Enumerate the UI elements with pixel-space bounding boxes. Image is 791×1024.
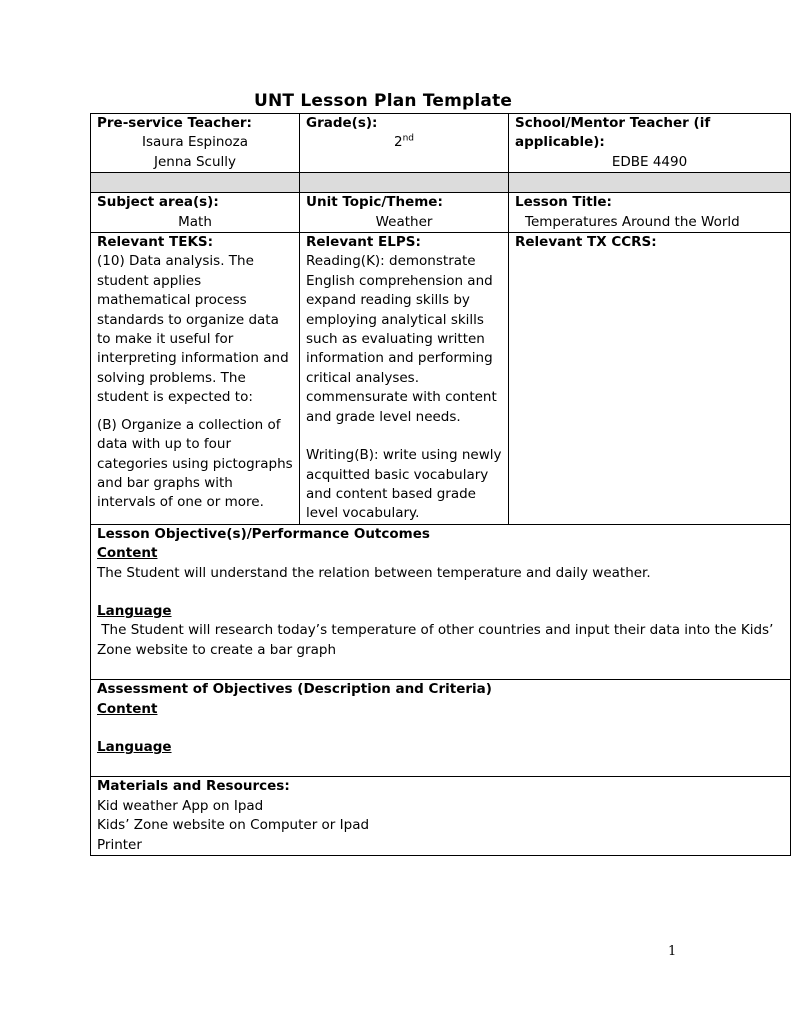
lesson-title-label: Lesson Title: (515, 194, 612, 211)
lesson-title-value: Temperatures Around the World (525, 213, 740, 230)
teacher-name: Isaura Espinoza (141, 134, 249, 151)
teacher-name: Jenna Scully (153, 153, 236, 170)
grade-label: Grade(s): (306, 115, 378, 131)
materials-item: Kids’ Zone website on Computer or Ipad (97, 817, 370, 834)
paragraph-gap (97, 660, 784, 679)
materials-row (91, 777, 791, 856)
spacer-cell (509, 173, 791, 192)
grade-value (306, 133, 502, 152)
paragraph-gap (97, 513, 293, 519)
unit-label: Unit Topic/Theme: (306, 194, 443, 211)
shaded-spacer-row (91, 173, 791, 193)
subject-value: Math (178, 213, 212, 230)
teks-paragraph: (10) Data analysis. The student applies mathematical process standards to organize data to make it useful for interpreting information and solving problems. The student is expected to: (97, 253, 289, 406)
paragraph-gap (97, 719, 784, 738)
teks-label: Relevant TEKS: (97, 234, 214, 251)
materials-item: Printer (97, 836, 142, 853)
teks-paragraph: (B) Organize a collection of data with up to four categories using pictographs and bar graphs with intervals of one or more. (97, 416, 293, 511)
paragraph-gap (306, 427, 502, 446)
teacher-cell (91, 114, 300, 172)
objectives-content-label: Content (97, 545, 158, 562)
objectives-row (91, 525, 791, 680)
paragraph-gap (97, 408, 293, 416)
assessment-content-label: Content (97, 700, 158, 717)
assessment-label: Assessment of Objectives (Description and Criteria) (97, 681, 492, 698)
header-row (91, 114, 791, 173)
materials-cell (91, 777, 791, 855)
elps-cell (300, 233, 509, 524)
paragraph-gap (97, 583, 784, 602)
objectives-label: Lesson Objective(s)/Performance Outcomes (97, 525, 430, 542)
objectives-content-text: The Student will understand the relation between temperature and daily weather. (97, 564, 651, 581)
page-number: 1 (668, 944, 677, 959)
lesson-plan-table (90, 113, 791, 856)
spacer-cell (300, 173, 509, 192)
ccrs-label: Relevant TX CCRS: (515, 234, 657, 251)
assessment-language-label: Language (97, 738, 172, 755)
standards-row (91, 233, 791, 525)
grade-cell (300, 114, 509, 172)
spacer-cell (91, 173, 300, 192)
unit-cell (300, 193, 509, 232)
teacher-label: Pre-service Teacher: (97, 115, 252, 131)
assessment-cell (91, 680, 791, 776)
school-value: EDBE 4490 (611, 153, 688, 170)
materials-label: Materials and Resources: (97, 778, 290, 795)
lesson-title-cell (509, 193, 791, 232)
elps-label: Relevant ELPS: (306, 234, 421, 251)
subject-cell (91, 193, 300, 232)
paragraph-gap (97, 757, 784, 776)
elps-paragraph: Reading(K): demonstrate English comprehension and expand reading skills by employing analytical skills such as evaluating written information and performing critical analyses. commensurate with content and grade level needs. (306, 253, 497, 425)
school-cell (509, 114, 791, 172)
materials-item: Kid weather App on Ipad (97, 797, 264, 814)
subject-row (91, 193, 791, 233)
teks-cell (91, 233, 300, 524)
unit-value: Weather (375, 213, 433, 230)
ccrs-cell (509, 233, 791, 524)
objectives-language-text: The Student will research today’s temperature of other countries and input their data into the Kids’ Zone website to create a bar graph (97, 622, 778, 658)
objectives-language-label: Language (97, 602, 172, 619)
grade-suffix: nd (402, 133, 414, 144)
document-title: UNT Lesson Plan Template (254, 91, 513, 111)
subject-label: Subject area(s): (97, 194, 219, 211)
elps-paragraph: Writing(B): write using newly acquitted basic vocabulary and content based grade level vocabulary. (306, 447, 502, 522)
grade-number: 2 (393, 134, 403, 151)
assessment-row (91, 680, 791, 777)
objectives-cell (91, 525, 791, 679)
school-label: School/Mentor Teacher (if applicable): (515, 115, 711, 151)
